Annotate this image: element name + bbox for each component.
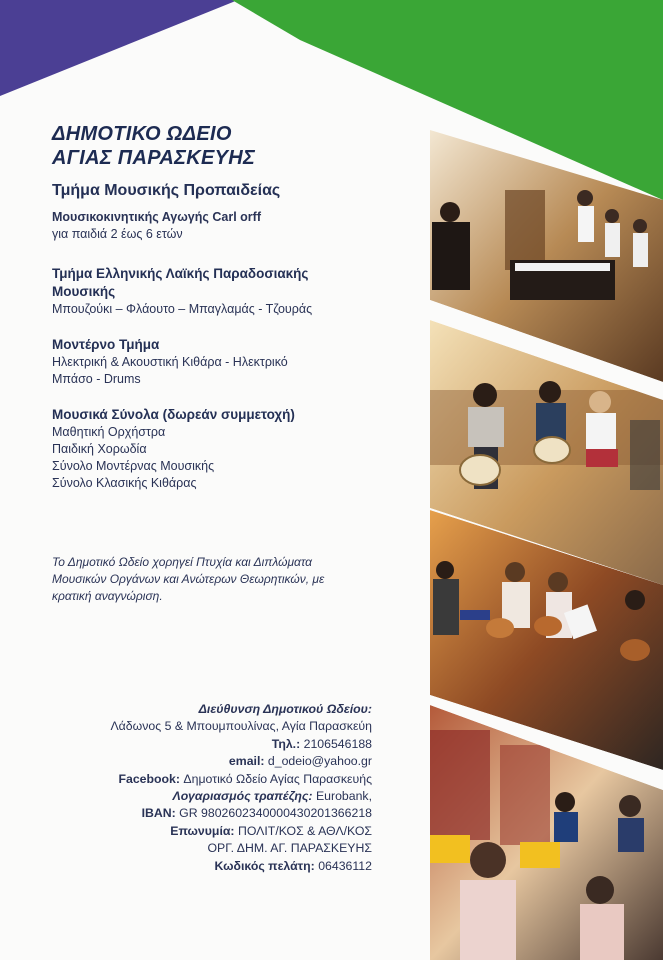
modern-heading: Μοντέρνο Τμήμα: [52, 337, 160, 352]
note-line-1: Το Δημοτικό Ωδείο χορηγεί Πτυχία και Διπλώματα: [52, 555, 313, 569]
modern-line-1: Ηλεκτρική & Ακουστική Κιθάρα - Ηλεκτρικό: [52, 355, 288, 369]
email-label: email:: [228, 754, 265, 769]
client-code-label: Κωδικός πελάτη:: [214, 858, 315, 873]
title-line-2: ΑΓΙΑΣ ΠΑΡΑΣΚΕΥΗΣ: [52, 147, 256, 169]
folk-instruments: Μπουζούκι – Φλάουτο – Μπαγλαμάς - Τζουράς: [52, 302, 313, 316]
preschool-line-2: για παιδιά 2 έως 6 ετών: [52, 227, 183, 241]
folk-heading-line-2: Μουσικής: [52, 284, 116, 299]
iban-label: IBAN:: [141, 806, 176, 821]
ensemble-item: Παιδική Χορωδία: [52, 442, 147, 456]
beneficiary-value: ΠΟΛΙΤ/ΚΟΣ & ΑΘΛ/ΚΟΣ: [237, 823, 372, 838]
bank-value: Eurobank,: [315, 789, 372, 804]
address-label: Διεύθυνση Δημοτικού Ωδείου:: [198, 702, 372, 716]
facebook-value: Δημοτικό Ωδείο Αγίας Παρασκευής: [183, 771, 372, 786]
photo-strip: [430, 130, 663, 960]
modern-line-2: Μπάσο - Drums: [52, 372, 141, 386]
client-code-value: 06436112: [318, 858, 372, 873]
section-folk: [52, 265, 412, 318]
note-line-2: Μουσικών Οργάνων και Ανώτερων Θεωρητικών, με: [52, 572, 325, 586]
address-value: Λάδωνος 5 & Μπουμπουλίνας, Αγία Παρασκεύη: [110, 719, 372, 734]
note-line-3: κρατική αναγνώριση.: [52, 589, 163, 603]
preschool-heading: Τμήμα Μουσικής Προπαιδείας: [52, 182, 281, 199]
section-ensembles: [52, 406, 412, 492]
bank-label: Λογαριασμός τραπέζης:: [172, 789, 313, 804]
page-title: [52, 122, 255, 170]
folk-heading-line-1: Τμήμα Ελληνικής Λαϊκής Παραδοσιακής: [52, 266, 309, 281]
iban-value: GR 9802602340000430201366218: [179, 806, 372, 821]
accreditation-note: [52, 554, 402, 605]
title-line-1: ΔΗΜΟΤΙΚΟ ΩΔΕΙΟ: [52, 123, 232, 145]
navy-corner-shape: [0, 0, 238, 96]
ensemble-item: Σύνολο Μοντέρνας Μουσικής: [52, 459, 215, 473]
contact-block: [40, 701, 372, 875]
preschool-line-1: Μουσικοκινητικής Αγωγής Carl orff: [52, 210, 261, 224]
section-modern: [52, 336, 412, 388]
ensemble-item: Μαθητική Ορχήστρα: [52, 425, 166, 439]
email-value: d_odeio@yahoo.gr: [267, 754, 372, 769]
phone-label: Τηλ.:: [271, 736, 301, 751]
phone-value: 2106546188: [303, 736, 372, 751]
section-preschool: [52, 182, 412, 243]
facebook-label: Facebook:: [118, 771, 180, 786]
ensembles-heading: Μουσικά Σύνολα (δωρεάν συμμετοχή): [52, 407, 295, 422]
ensemble-item: Σύνολο Κλασικής Κιθάρας: [52, 476, 197, 490]
beneficiary-line-2: ΟΡΓ. ΔΗΜ. ΑΓ. ΠΑΡΑΣΚΕΥΗΣ: [207, 841, 372, 856]
beneficiary-label: Επωνυμία:: [170, 823, 235, 838]
